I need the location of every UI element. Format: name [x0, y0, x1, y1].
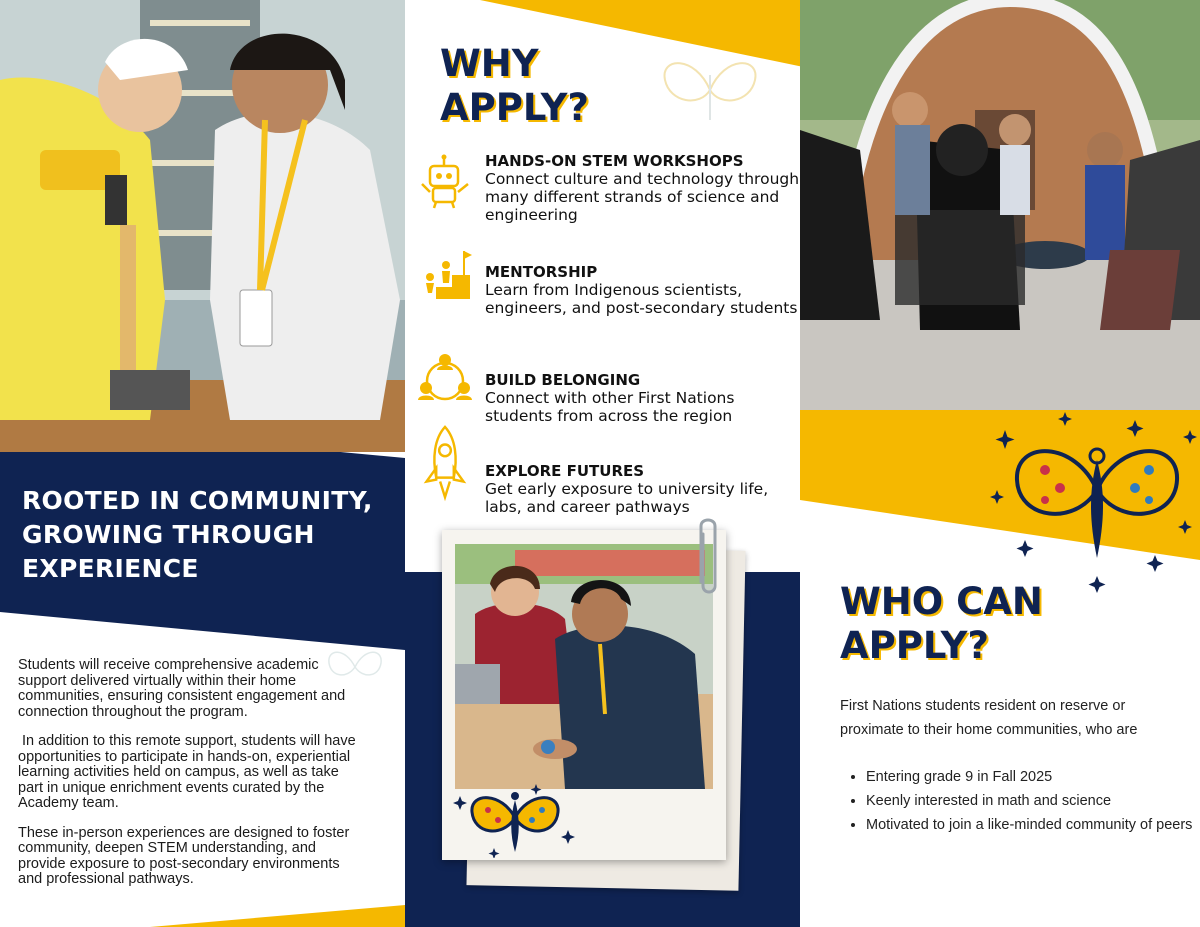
feature-title: BUILD BELONGING [485, 371, 641, 389]
heading-line: WHY [440, 42, 539, 85]
photo-students-table [455, 544, 713, 789]
feature-stem-workshops [416, 152, 801, 232]
body-paragraph: These in-person experiences are designed to foster community, deepen STEM understanding, and provide exposure to post-secondary environments and professional pathways. [18, 824, 350, 887]
feature-mentorship [416, 247, 801, 337]
heading-line: APPLY? [440, 86, 589, 129]
who-can-apply-heading [840, 580, 1043, 668]
list-item: • Motivated to join a like-minded community of peers [866, 813, 1200, 837]
photo-workshop [0, 0, 405, 452]
mentorship-icon [416, 247, 474, 305]
panel-left-heading [22, 484, 402, 586]
community-icon [416, 352, 474, 410]
paperclip-icon [695, 512, 721, 596]
list-item: • Entering grade 9 in Fall 2025 [866, 765, 1200, 789]
feature-explore-futures [416, 425, 801, 516]
heading-line: EXPERIENCE [22, 554, 199, 583]
heading-line: ROOTED IN COMMUNITY, [22, 486, 373, 515]
why-apply-heading [440, 42, 589, 130]
heading-line: WHO CAN [840, 580, 1043, 623]
feature-description: Connect culture and technology through many different strands of science and engineering [485, 170, 800, 224]
body-paragraph: Students will receive comprehensive academic support delivered virtually within their home communities, ensuring consistent engagement and connection throughout the program. [18, 657, 346, 720]
feature-description: Get early exposure to university life, labs, and career pathways [485, 480, 769, 516]
heading-line: APPLY? [840, 624, 989, 667]
heading-line: GROWING THROUGH [22, 520, 315, 549]
robot-icon [416, 152, 474, 210]
feature-description: Learn from Indigenous scientists, engineers, and post-secondary students [485, 281, 798, 317]
butterfly-logo [985, 400, 1200, 600]
feature-description: Connect with other First Nations students from across the region [485, 389, 735, 425]
feature-title: MENTORSHIP [485, 263, 598, 281]
rocket-icon [416, 425, 474, 503]
feature-title: EXPLORE FUTURES [485, 462, 645, 480]
photo-gathering [800, 0, 1200, 410]
feature-build-belonging [416, 352, 801, 432]
butterfly-watermark-icon [325, 645, 385, 690]
list-item: • Keenly interested in math and science [866, 789, 1200, 813]
eligibility-list [840, 765, 1200, 837]
eligibility-intro: First Nations students resident on reserve or proximate to their home communities, who are [840, 698, 1138, 738]
body-paragraph: In addition to this remote support, students will have opportunities to participate in hands-on, experiential learning activities held on campus, as well as take part in unique enrichment events curated by the Academy team. [18, 733, 356, 811]
butterfly-watermark-icon [655, 45, 765, 130]
panel-left-body [18, 658, 358, 902]
feature-title: HANDS-ON STEM WORKSHOPS [485, 152, 744, 170]
polaroid-frame [442, 530, 726, 860]
left-gold-strip [150, 905, 405, 927]
butterfly-logo [450, 778, 580, 858]
